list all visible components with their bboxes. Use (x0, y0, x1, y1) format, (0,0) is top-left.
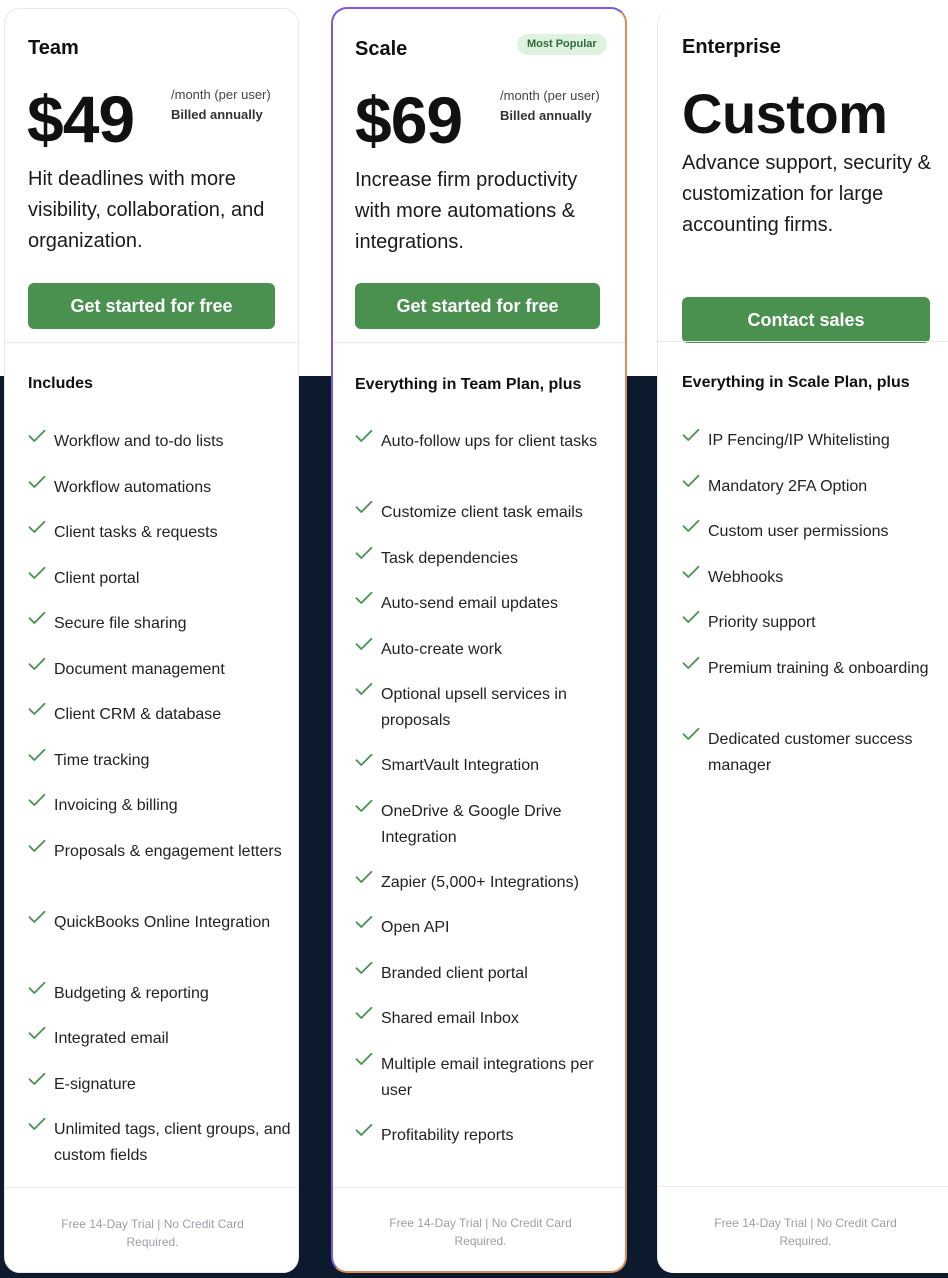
feature-item (355, 753, 625, 779)
check-icon (28, 1117, 46, 1135)
check-icon (682, 565, 700, 583)
feature-item (28, 910, 298, 936)
feature-item (682, 474, 944, 500)
check-icon (28, 748, 46, 766)
feature-label: Branded client portal (381, 965, 528, 982)
feature-label: Workflow and to-do lists (54, 433, 224, 450)
feature-label: Unlimited tags, client groups, and custom fields (54, 1121, 291, 1164)
feature-item (28, 748, 298, 774)
feature-label: Invoicing & billing (54, 797, 178, 814)
plan-description: Advance support, security & customization for large accounting firms. (682, 152, 932, 236)
feature-item (355, 870, 625, 896)
trial-note: Free 14-Day Trial | No Credit Card Required. (714, 1216, 897, 1248)
feature-label: Shared email Inbox (381, 1010, 519, 1027)
check-icon (355, 1052, 373, 1070)
divider (658, 1186, 948, 1187)
check-icon (355, 915, 373, 933)
check-icon (28, 475, 46, 493)
feature-item (28, 429, 298, 455)
feature-item (682, 656, 944, 682)
check-icon (28, 566, 46, 584)
feature-item (682, 428, 944, 454)
feature-label: Profitability reports (381, 1127, 514, 1144)
plan-price: Custom (682, 82, 888, 145)
divider (333, 342, 625, 343)
feature-item (28, 520, 298, 546)
feature-label: Open API (381, 919, 450, 936)
feature-label: Optional upsell services in proposals (381, 686, 567, 729)
feature-item (28, 475, 298, 501)
price-period: /month (per user) (171, 87, 271, 102)
pricing-card-team (4, 8, 299, 1273)
feature-label: Auto-follow ups for client tasks (381, 433, 598, 450)
check-icon (682, 610, 700, 628)
divider (658, 341, 948, 342)
includes-title: Everything in Scale Plan, plus (682, 374, 910, 391)
check-icon (355, 637, 373, 655)
feature-item (28, 1117, 298, 1168)
plan-name: Enterprise (682, 36, 781, 58)
check-icon (28, 839, 46, 857)
feature-item (682, 727, 944, 778)
divider (333, 1187, 625, 1188)
feature-label: E-signature (54, 1076, 136, 1093)
feature-item (355, 799, 625, 850)
feature-item (682, 565, 944, 591)
check-icon (682, 727, 700, 745)
check-icon (355, 1006, 373, 1024)
check-icon (355, 591, 373, 609)
check-icon (28, 910, 46, 928)
check-icon (355, 1123, 373, 1141)
feature-item (28, 1026, 298, 1052)
feature-label: Auto-send email updates (381, 595, 558, 612)
feature-item (28, 839, 298, 865)
feature-item (355, 961, 625, 987)
check-icon (28, 520, 46, 538)
feature-item (355, 1006, 625, 1032)
feature-label: Mandatory 2FA Option (708, 478, 868, 495)
check-icon (28, 1072, 46, 1090)
check-icon (355, 429, 373, 447)
divider (5, 342, 298, 343)
trial-note: Free 14-Day Trial | No Credit Card Required. (61, 1217, 244, 1249)
check-icon (355, 500, 373, 518)
feature-label: Budgeting & reporting (54, 985, 209, 1002)
check-icon (28, 1026, 46, 1044)
feature-item (355, 500, 625, 526)
billing-note: Billed annually (500, 108, 592, 123)
feature-label: Proposals & engagement letters (54, 843, 282, 860)
check-icon (355, 870, 373, 888)
feature-item (682, 610, 944, 636)
check-icon (355, 961, 373, 979)
feature-label: Secure file sharing (54, 615, 187, 632)
feature-item (355, 637, 625, 663)
feature-label: Zapier (5,000+ Integrations) (381, 874, 579, 891)
feature-item (28, 702, 298, 728)
check-icon (28, 981, 46, 999)
feature-label: Client CRM & database (54, 706, 222, 723)
get-started-button[interactable]: Get started for free (355, 283, 600, 329)
plan-description: Hit deadlines with more visibility, collaboration, and organization. (28, 168, 265, 252)
includes-title: Everything in Team Plan, plus (355, 376, 582, 393)
billing-note: Billed annually (171, 107, 263, 122)
feature-label: Customize client task emails (381, 504, 583, 521)
price-meta (500, 86, 620, 126)
feature-item (355, 1052, 625, 1103)
feature-item (682, 519, 944, 545)
check-icon (682, 428, 700, 446)
check-icon (28, 657, 46, 675)
feature-label: Client tasks & requests (54, 524, 218, 541)
feature-item (28, 657, 298, 683)
feature-item (355, 1123, 625, 1149)
feature-label: Task dependencies (381, 550, 518, 567)
trial-note: Free 14-Day Trial | No Credit Card Required. (389, 1216, 572, 1248)
feature-label: Workflow automations (54, 479, 212, 496)
check-icon (28, 793, 46, 811)
plan-description: Increase firm productivity with more automations & integrations. (355, 169, 578, 253)
feature-label: Multiple email integrations per user (381, 1056, 594, 1099)
feature-item (28, 611, 298, 637)
feature-label: Webhooks (708, 569, 784, 586)
feature-label: OneDrive & Google Drive Integration (381, 803, 562, 846)
feature-label: Client portal (54, 570, 140, 587)
feature-item (355, 546, 625, 572)
price-period: /month (per user) (500, 88, 600, 103)
contact-sales-button[interactable]: Contact sales (682, 297, 930, 343)
feature-item (355, 682, 625, 733)
check-icon (682, 656, 700, 674)
most-popular-badge: Most Popular (517, 34, 607, 55)
pricing-card-scale (331, 7, 627, 1273)
feature-label: Auto-create work (381, 641, 502, 658)
check-icon (355, 546, 373, 564)
check-icon (28, 702, 46, 720)
feature-item (355, 429, 625, 455)
check-icon (355, 753, 373, 771)
feature-item (28, 793, 298, 819)
pricing-card-enterprise (657, 8, 948, 1273)
feature-item (28, 566, 298, 592)
check-icon (355, 682, 373, 700)
feature-label: Integrated email (54, 1030, 169, 1047)
feature-label: QuickBooks Online Integration (54, 914, 271, 931)
feature-label: Premium training & onboarding (708, 660, 929, 677)
feature-label: SmartVault Integration (381, 757, 540, 774)
feature-item (355, 915, 625, 941)
feature-label: Document management (54, 661, 225, 678)
feature-label: Dedicated customer success manager (708, 731, 913, 774)
check-icon (682, 519, 700, 537)
plan-price: $49 (27, 82, 135, 156)
feature-item (28, 981, 298, 1007)
plan-price: $69 (355, 83, 463, 157)
check-icon (355, 799, 373, 817)
feature-item (28, 1072, 298, 1098)
feature-label: IP Fencing/IP Whitelisting (708, 432, 890, 449)
divider (5, 1187, 298, 1188)
feature-label: Time tracking (54, 752, 150, 769)
price-meta (171, 85, 291, 125)
check-icon (682, 474, 700, 492)
includes-title: Includes (28, 375, 93, 392)
plan-name: Team (28, 37, 79, 59)
check-icon (28, 611, 46, 629)
plan-name: Scale (355, 38, 408, 60)
check-icon (28, 429, 46, 447)
feature-label: Custom user permissions (708, 523, 889, 540)
feature-label: Priority support (708, 614, 816, 631)
get-started-button[interactable]: Get started for free (28, 283, 275, 329)
feature-item (355, 591, 625, 617)
